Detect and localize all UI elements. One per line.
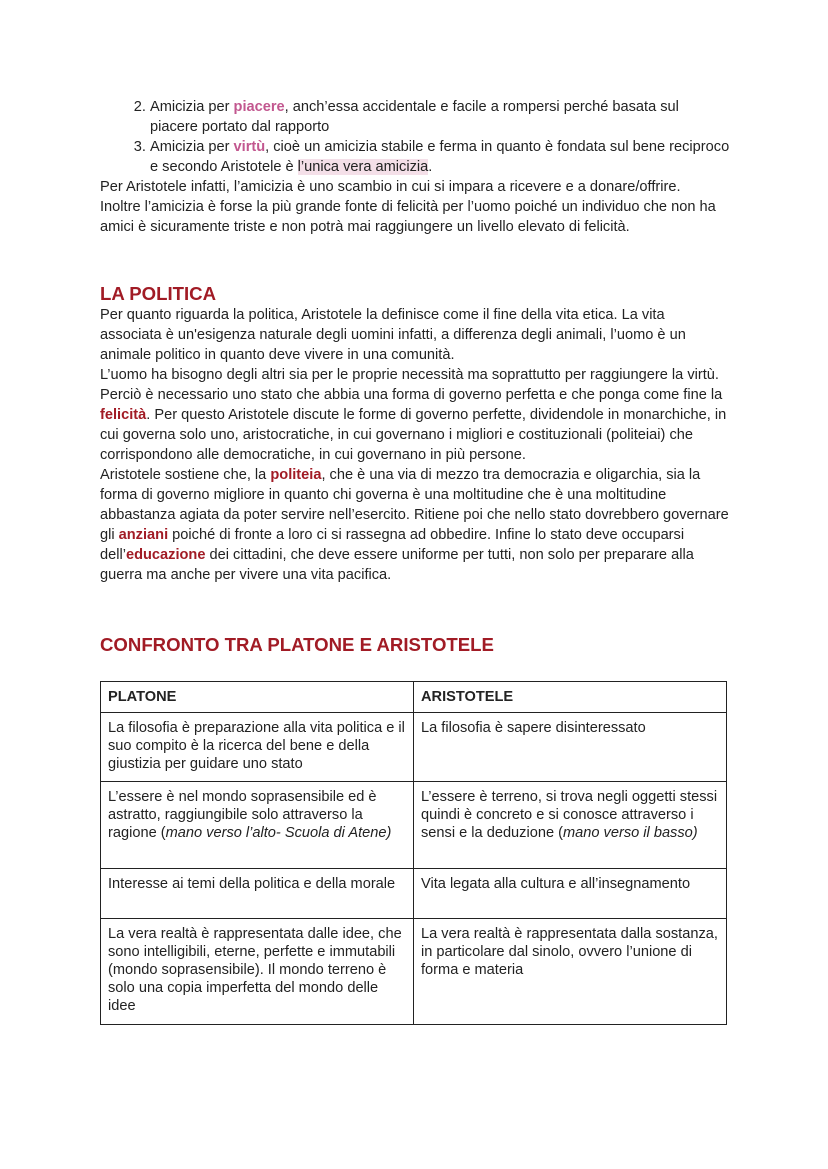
table-row: [101, 919, 727, 1025]
paragraph-amicizia-2: Inoltre l’amicizia è forse la più grande fonte di felicità per l’uomo poiché un individuo che non ha amici è sicuramente triste e non potrà mai raggiungere un livello elevato di felicità.: [100, 199, 716, 235]
paragraph-politica-2: [100, 365, 730, 465]
paragraph-text: poiché di fronte a loro ci si rassegna ad obbedire. Infine lo stato deve occuparsi dell’: [100, 527, 685, 563]
list-item-text: .: [428, 159, 433, 175]
cell-platone: [101, 782, 414, 869]
cell-platone: La vera realtà è rappresentata dalle idee, che sono intelligibili, eterne, perfette e immutabili (mondo soprasensibile). Il mondo terreno è solo una copia imperfetta del mondo delle idee: [101, 919, 414, 1025]
list-item-text: Amicizia per: [150, 99, 234, 115]
paragraph-text: , che è una via di mezzo tra democrazia e oligarchia, sia la forma di governo migliore in quanto chi governa è una moltitudine che è una moltitudine abbastanza agiata da poter servire nell’esercito. Ritiene poi che nello stato dovrebbero governare gli: [100, 467, 729, 543]
keyword-piacere: piacere: [233, 99, 285, 115]
keyword-virtu: virtù: [233, 139, 266, 155]
list-item-text: , anch’essa accidentale e facile a rompersi perché basata sul piacere portato dal rapporto: [150, 99, 679, 135]
cell-platone: La filosofia è preparazione alla vita politica e il suo compito è la ricerca del bene e della giustizia per guidare uno stato: [101, 713, 414, 782]
paragraph-text: dei cittadini, che deve essere uniforme per tutti, non solo per preparare alla guerra ma anche per vivere una vita pacifica.: [100, 547, 694, 583]
table-row: [101, 782, 727, 869]
keyword-felicita: felicità: [100, 407, 147, 423]
cell-aristotele: La vera realtà è rappresentata dalla sostanza, in particolare dal sinolo, ovvero l’unione di forma e materia: [414, 919, 727, 1025]
cell-aristotele: La filosofia è sapere disinteressato: [414, 713, 727, 782]
highlighted-text: l’unica vera amicizia: [297, 159, 429, 175]
keyword-anziani: anziani: [118, 527, 169, 543]
cell-aristotele: Vita legata alla cultura e all’insegnamento: [414, 869, 727, 919]
keyword-educazione: educazione: [125, 547, 206, 563]
paragraph-text: L’uomo ha bisogno degli altri sia per le proprie necessità ma soprattutto per raggiungere la virtù. Perciò è necessario uno stato che abbia una forma di governo perfetta e che ponga come fine la: [100, 367, 723, 403]
heading-politica: LA POLITICA: [100, 283, 217, 304]
header-platone: PLATONE: [101, 682, 414, 713]
list-item-piacere: [150, 97, 730, 137]
heading-confronto: CONFRONTO TRA PLATONE E ARISTOTELE: [100, 634, 494, 655]
keyword-politeia: politeia: [270, 467, 322, 483]
list-item-text: , cioè un amicizia stabile e ferma in quanto è fondata sul bene reciproco e secondo Aristotele è: [150, 139, 730, 175]
paragraph-politica-1: Per quanto riguarda la politica, Aristotele la definisce come il fine della vita etica. La vita associata è un'esigenza naturale degli uomini infatti, a differenza degli animali, l’uomo è un animale politico in quanto deve vivere in una comunità.: [100, 307, 686, 363]
paragraph-text: Aristotele sostiene che, la: [100, 467, 271, 483]
paragraph-amicizia-1: Per Aristotele infatti, l’amicizia è uno scambio in cui si impara a ricevere e a donare/offrire.: [100, 179, 681, 195]
header-aristotele: ARISTOTELE: [414, 682, 727, 713]
friendship-types-list: [100, 97, 730, 177]
cell-aristotele: [414, 782, 727, 869]
table-row: [101, 869, 727, 919]
cell-platone: Interesse ai temi della politica e della morale: [101, 869, 414, 919]
cell-italic-text: mano verso il basso): [562, 825, 698, 841]
cell-text: L’essere è nel mondo soprasensibile ed è astratto, raggiungibile solo attraverso la ragione (: [108, 789, 377, 841]
list-item-text: Amicizia per: [150, 139, 234, 155]
paragraph-politica-3: [100, 465, 730, 585]
list-item-virtu: [150, 137, 730, 177]
document-page: [100, 97, 730, 1025]
table-row: [101, 713, 727, 782]
paragraph-text: . Per questo Aristotele discute le forme di governo perfette, dividendole in monarchiche, in cui governa solo uno, aristocratiche, in cui governano i migliori e costituzionali (politeiai) che corrispondono alle democratiche, in cui governano in più persone.: [100, 407, 727, 463]
cell-italic-text: mano verso l’alto- Scuola di Atene): [165, 825, 392, 841]
table-header-row: [101, 682, 727, 713]
comparison-table: [100, 681, 727, 1025]
cell-text: L’essere è terreno, si trova negli oggetti stessi quindi è concreto e si conosce attraverso i sensi e la deduzione (: [421, 789, 718, 841]
